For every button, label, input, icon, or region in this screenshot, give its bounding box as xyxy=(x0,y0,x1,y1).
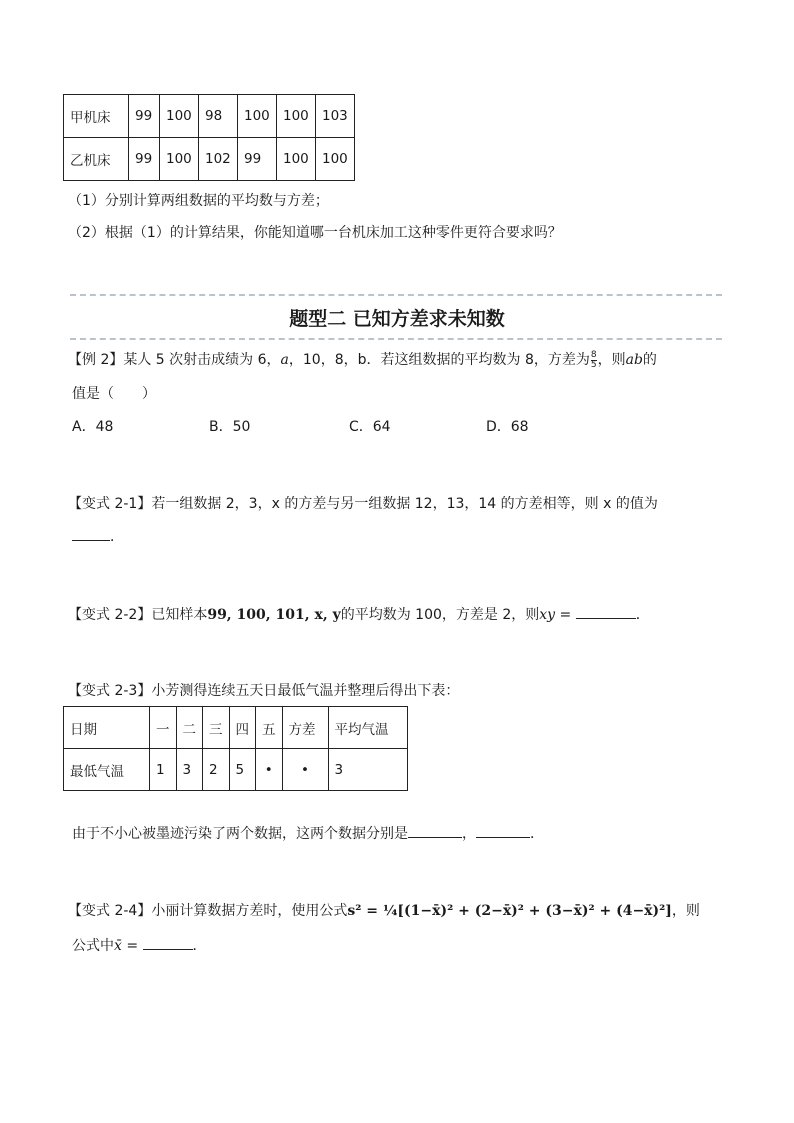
variant-2-4-line2: 公式中 xyxy=(72,938,114,954)
table-header: 二 xyxy=(176,707,203,749)
fraction-denominator: 5 xyxy=(590,359,597,370)
table-cell: 100 xyxy=(160,138,199,181)
example-2-line-2: 值是（ ） xyxy=(72,386,156,402)
table-cell: 3 xyxy=(176,749,203,791)
variant-2-1: 【变式 2-1】若一组数据 2，3，x 的方差与另一组数据 12，13，14 的方差相等，则 x 的值为 xyxy=(68,496,658,512)
option-c: C．64 xyxy=(349,419,391,435)
variant-2-4-prefix: 【变式 2-4】小丽计算数据方差时，使用公式 xyxy=(68,903,348,919)
table-row xyxy=(64,707,408,749)
variant-2-2 xyxy=(68,604,650,624)
table-cell: 99 xyxy=(129,95,160,138)
answer-blank xyxy=(72,528,110,541)
variant-2-4-end: ． xyxy=(192,938,207,954)
variant-2-4-tail: ，则 xyxy=(671,903,700,919)
variance-formula: s² = ¼[(1−x̄)² + (2−x̄)² + (3−x̄)² + (4−x̄)²] xyxy=(347,903,672,919)
table-row xyxy=(64,749,408,791)
example-2-tail: ，则 xyxy=(597,352,626,368)
variant-2-2-mid: 的平均数为 100，方差是 2，则 xyxy=(340,607,540,623)
table-header: 五 xyxy=(256,707,283,749)
fraction xyxy=(591,351,597,370)
table-cell: • xyxy=(256,749,283,791)
divider-bottom xyxy=(70,338,722,340)
table-row xyxy=(64,95,355,138)
option-b: B．50 xyxy=(209,419,251,435)
fraction-numerator: 8 xyxy=(590,349,597,360)
variant-2-4 xyxy=(68,900,700,920)
variant-2-2-prefix: 【变式 2-2】已知样本 xyxy=(68,607,208,623)
option-d: D．68 xyxy=(486,419,529,435)
var-a: a xyxy=(280,352,289,368)
xbar-expression: x̄ = xyxy=(114,938,139,954)
table-cell: 100 xyxy=(316,138,355,181)
table-cell: 103 xyxy=(316,95,355,138)
table-header: 三 xyxy=(203,707,230,749)
var-ab: ab xyxy=(625,352,643,368)
table-cell: 2 xyxy=(203,749,230,791)
table-header: 日期 xyxy=(64,707,150,749)
table-header: 一 xyxy=(150,707,177,749)
table-cell: 99 xyxy=(129,138,160,181)
table-header: 四 xyxy=(229,707,256,749)
answer-blank xyxy=(476,825,530,838)
variant-2-1-answer xyxy=(72,526,124,546)
table-cell: 100 xyxy=(277,138,316,181)
table-cell: 102 xyxy=(199,138,238,181)
sample-values: 99, 100, 101, x, y xyxy=(207,607,341,623)
example-2-prefix: 【例 2】某人 5 次射击成绩为 6， xyxy=(68,352,281,368)
divider-top xyxy=(70,294,722,296)
table-cell: 3 xyxy=(328,749,407,791)
table-cell: 100 xyxy=(238,95,277,138)
variant-2-3-answer xyxy=(72,823,544,843)
example-2-line-1 xyxy=(68,349,657,370)
table-header: 平均气温 xyxy=(328,707,407,749)
table-row xyxy=(64,138,355,181)
table-header: 方差 xyxy=(282,707,328,749)
table-cell: 乙机床 xyxy=(64,138,129,181)
variant-2-3-tail: ． xyxy=(530,826,544,842)
question-2: （2）根据（1）的计算结果，你能知道哪一台机床加工这种零件更符合要求吗？ xyxy=(68,225,562,241)
answer-blank xyxy=(408,825,462,838)
temperature-table xyxy=(63,706,408,791)
variant-2-1-tail: ． xyxy=(110,529,124,545)
table-cell: 1 xyxy=(150,749,177,791)
section-title: 题型二 已知方差求未知数 xyxy=(289,308,505,330)
table-cell: 99 xyxy=(238,138,277,181)
machine-table xyxy=(63,94,355,181)
example-2-end: 的 xyxy=(642,352,657,368)
answer-blank xyxy=(143,937,193,950)
table-cell: 5 xyxy=(229,749,256,791)
variant-2-4-line-2 xyxy=(72,935,207,955)
table-cell: 98 xyxy=(199,95,238,138)
table-cell: 最低气温 xyxy=(64,749,150,791)
table-cell: • xyxy=(282,749,328,791)
example-2-mid: ，10，8，b．若这组数据的平均数为 8，方差为 xyxy=(288,352,590,368)
separator: ， xyxy=(462,826,476,842)
table-cell: 100 xyxy=(160,95,199,138)
table-cell: 甲机床 xyxy=(64,95,129,138)
variant-2-3: 【变式 2-3】小芳测得连续五天日最低气温并整理后得出下表： xyxy=(68,683,460,699)
answer-blank xyxy=(576,606,636,619)
xy-expression: xy = xyxy=(539,607,572,623)
table-cell: 100 xyxy=(277,95,316,138)
variant-2-3-after: 由于不小心被墨迹污染了两个数据，这两个数据分别是 xyxy=(72,826,408,842)
variant-2-2-tail: ． xyxy=(635,607,650,623)
question-1: （1）分别计算两组数据的平均数与方差； xyxy=(68,193,329,209)
option-a: A．48 xyxy=(72,419,114,435)
